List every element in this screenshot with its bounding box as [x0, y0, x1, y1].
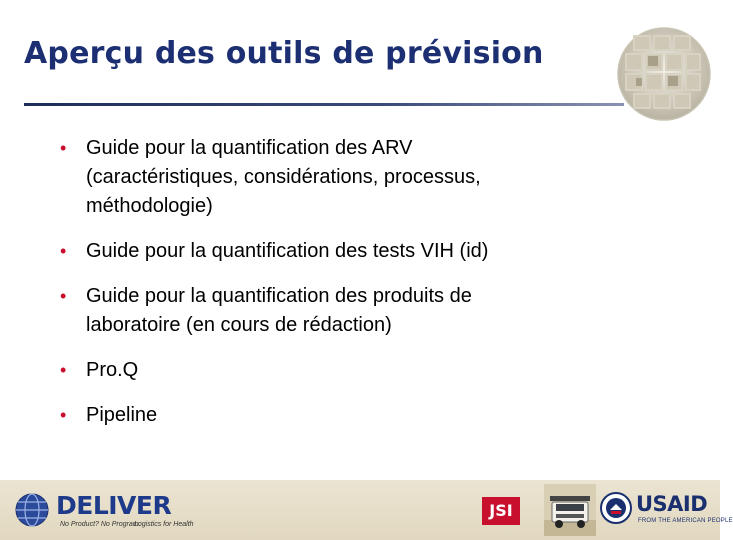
- usaid-seal-icon: [600, 492, 632, 524]
- bullet-item: [60, 282, 660, 340]
- bullet-marker: •: [60, 286, 67, 306]
- bullet-line: Pipeline: [86, 404, 158, 426]
- deliver-logo: [14, 492, 194, 532]
- bullet-marker: •: [60, 138, 67, 158]
- title-divider: [24, 103, 624, 106]
- bullet-item: [60, 134, 660, 221]
- globe-grid-icon: [612, 22, 712, 126]
- deliver-tagline-left: No Product? No Program.: [60, 521, 141, 528]
- bullet-marker: •: [60, 241, 67, 261]
- usaid-logo: [600, 490, 733, 534]
- bullet-item: [60, 401, 660, 430]
- slide-title: Aperçu des outils de prévision: [24, 36, 544, 71]
- bullet-line: méthodologie): [86, 195, 213, 217]
- bullet-marker: •: [60, 360, 67, 380]
- bullet-list: [60, 134, 660, 430]
- truck-image: [544, 484, 596, 536]
- globe-icon: [14, 492, 50, 528]
- bullet-line: laboratoire (en cours de rédaction): [86, 314, 392, 336]
- bullet-item: [60, 237, 660, 266]
- usaid-tagline: FROM THE AMERICAN PEOPLE: [638, 518, 733, 524]
- deliver-wordmark: DELIVER: [56, 491, 172, 520]
- jsi-logo: JSI: [482, 497, 520, 525]
- bullet-line: Guide pour la quantification des produits de: [86, 285, 472, 307]
- deliver-tagline-right: Logistics for Health: [134, 521, 194, 528]
- bullet-line: Guide pour la quantification des ARV: [86, 137, 413, 159]
- bullet-line: Guide pour la quantification des tests VIH (id): [86, 240, 489, 262]
- usaid-wordmark: USAID: [636, 492, 708, 516]
- bullet-marker: •: [60, 405, 67, 425]
- bullet-item: [60, 356, 660, 385]
- bullet-line: Pro.Q: [86, 359, 139, 381]
- bullet-line: (caractéristiques, considérations, processus,: [86, 166, 481, 188]
